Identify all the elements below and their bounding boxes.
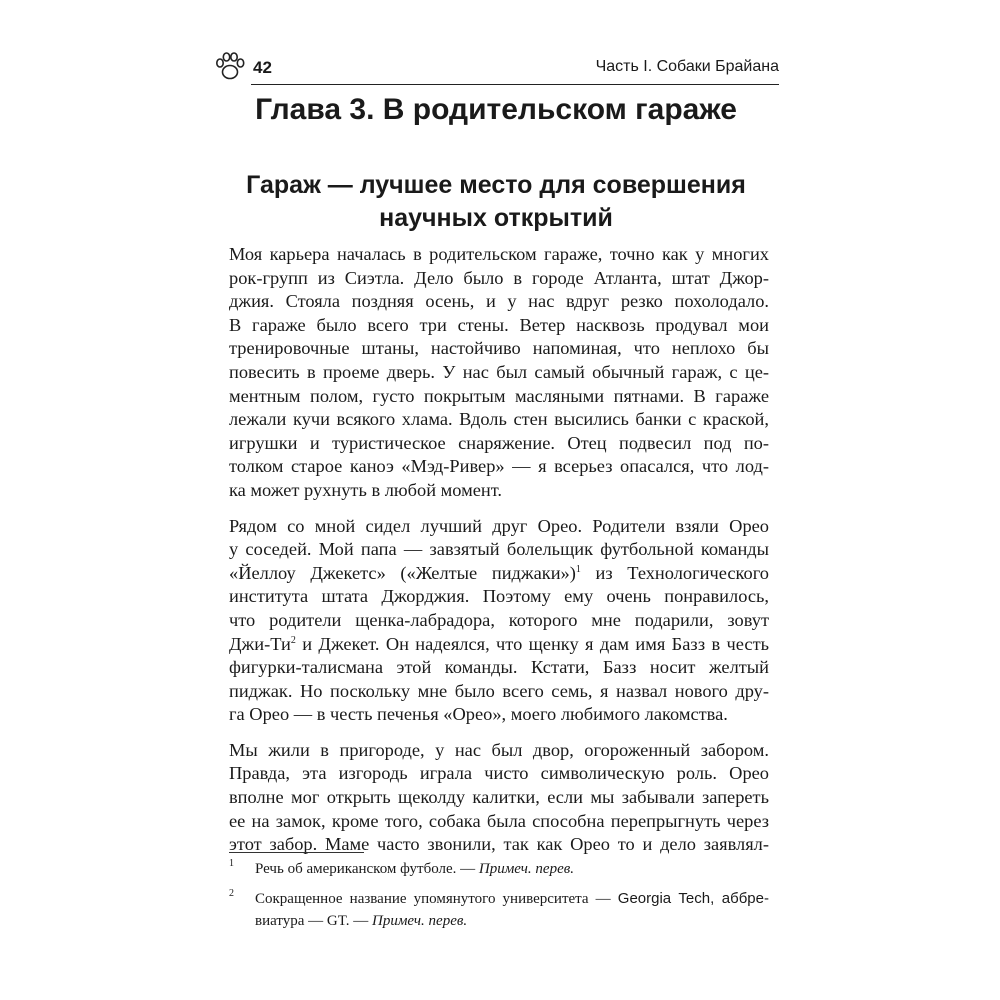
footnote-term: Georgia Tech, аббре- [617, 890, 769, 907]
footnote-note: Примеч. перев. [372, 913, 468, 929]
text-line: повесить в проеме дверь. У нас был самый обычный гараж, с це- [229, 361, 769, 382]
footnote-line [229, 910, 769, 932]
text-line: что родители щенка-лабрадора, которого мне подарили, зовут [229, 609, 769, 630]
text-line [229, 633, 769, 657]
text-line: ка может рухнуть в любой момент. [229, 479, 503, 500]
footnote-note: Примеч. перев. [478, 861, 575, 877]
chapter-title: Глава 3. В родительском гараже [255, 93, 737, 126]
text-line: В гараже было всего три стены. Ветер насквозь продувал мои [229, 314, 769, 335]
body-text [229, 243, 769, 869]
text-span: и Джекет. Он надеялся, что щенку я дам имя Базз в честь [295, 633, 769, 654]
text-line: тренировочные штаны, настойчиво напоминая, что неплохо бы [229, 338, 769, 359]
text-line: игрушки и туристическое снаряжение. Отец подвесил под по- [229, 432, 769, 453]
footnotes [229, 858, 769, 940]
footnote-line [229, 888, 769, 910]
footnote-line [229, 858, 769, 880]
section-title-line: научных открытий [379, 204, 613, 232]
footnote-ref: 1 [575, 563, 581, 575]
footnote-text: Речь об американском футболе. — [255, 861, 479, 877]
footnote [229, 888, 769, 932]
text-span: «Йеллоу Джекетс» («Желтые пиджаки») [229, 562, 576, 583]
text-line: лежали кучи всякого хлама. Вдоль стен высились банки с краской, [229, 409, 769, 430]
text-line: ментным полом, густо покрытым масляными пятнами. В гараже [229, 385, 769, 406]
header-rule [251, 84, 779, 85]
text-span: из Технологического [580, 562, 769, 583]
text-line: Моя карьера началась в родительском гараже, точно как у многих [229, 244, 769, 264]
text-line: ее на замок, кроме того, собака была способна перепрыгнуть через [229, 810, 769, 831]
text-line: Правда, эта изгородь играла чисто символическую роль. Орео [229, 763, 769, 784]
paw-print-icon [213, 50, 247, 84]
section-title-line: Гараж — лучшее место для совершения [246, 171, 746, 199]
running-head: Часть I. Собаки Брайана [595, 58, 779, 75]
section-title [213, 169, 779, 235]
text-line: джия. Стояла поздняя осень, и у нас вдруг резко похолодало. [229, 291, 769, 312]
text-line: фигурки-талисмана этой команды. Кстати, Базз носит желтый [229, 657, 769, 678]
page-number: 42 [253, 58, 272, 77]
text-line: вполне мог открыть щеколду калитки, если мы забывали запереть [229, 787, 769, 808]
text-line: га Орео — в честь печенья «Орео», моего любимого лакомства. [229, 704, 728, 725]
text-line: пиджак. Но поскольку мне было всего семь, я назвал нового дру- [229, 680, 769, 701]
text-line: рок-групп из Сиэтла. Дело было в городе Атланта, штат Джор- [229, 267, 769, 288]
footnote [229, 858, 769, 880]
text-line: этот забор. Маме часто звонили, так как Орео то и дело заявлял- [229, 834, 769, 855]
footnote-ref: 2 [290, 634, 296, 646]
text-line: у соседей. Мой папа — завзятый болельщик футбольной команды [229, 539, 769, 560]
page-header [213, 50, 779, 90]
text-line: института штата Джорджия. Поэтому ему очень понравилось, [229, 586, 769, 607]
footnote-rule [229, 852, 364, 853]
footnote-mark: 1 [229, 858, 234, 869]
text-line: Мы жили в пригороде, у нас был двор, огороженный забором. [229, 739, 769, 760]
paragraph [229, 515, 769, 727]
text-span: Джи-Ти [229, 633, 291, 654]
text-line [229, 562, 769, 586]
paragraph [229, 243, 769, 503]
text-line: Рядом со мной сидел лучший друг Орео. Родители взяли Орео [229, 515, 769, 536]
paragraph [229, 739, 769, 857]
footnote-text: виатура — GT. — [255, 913, 373, 929]
footnote-mark: 2 [229, 888, 234, 899]
text-line: толком старое каноэ «Мэд-Ривер» — я всерьез опасался, что лод- [229, 456, 769, 477]
footnote-text: Сокращенное название упомянутого университета — [255, 891, 618, 907]
